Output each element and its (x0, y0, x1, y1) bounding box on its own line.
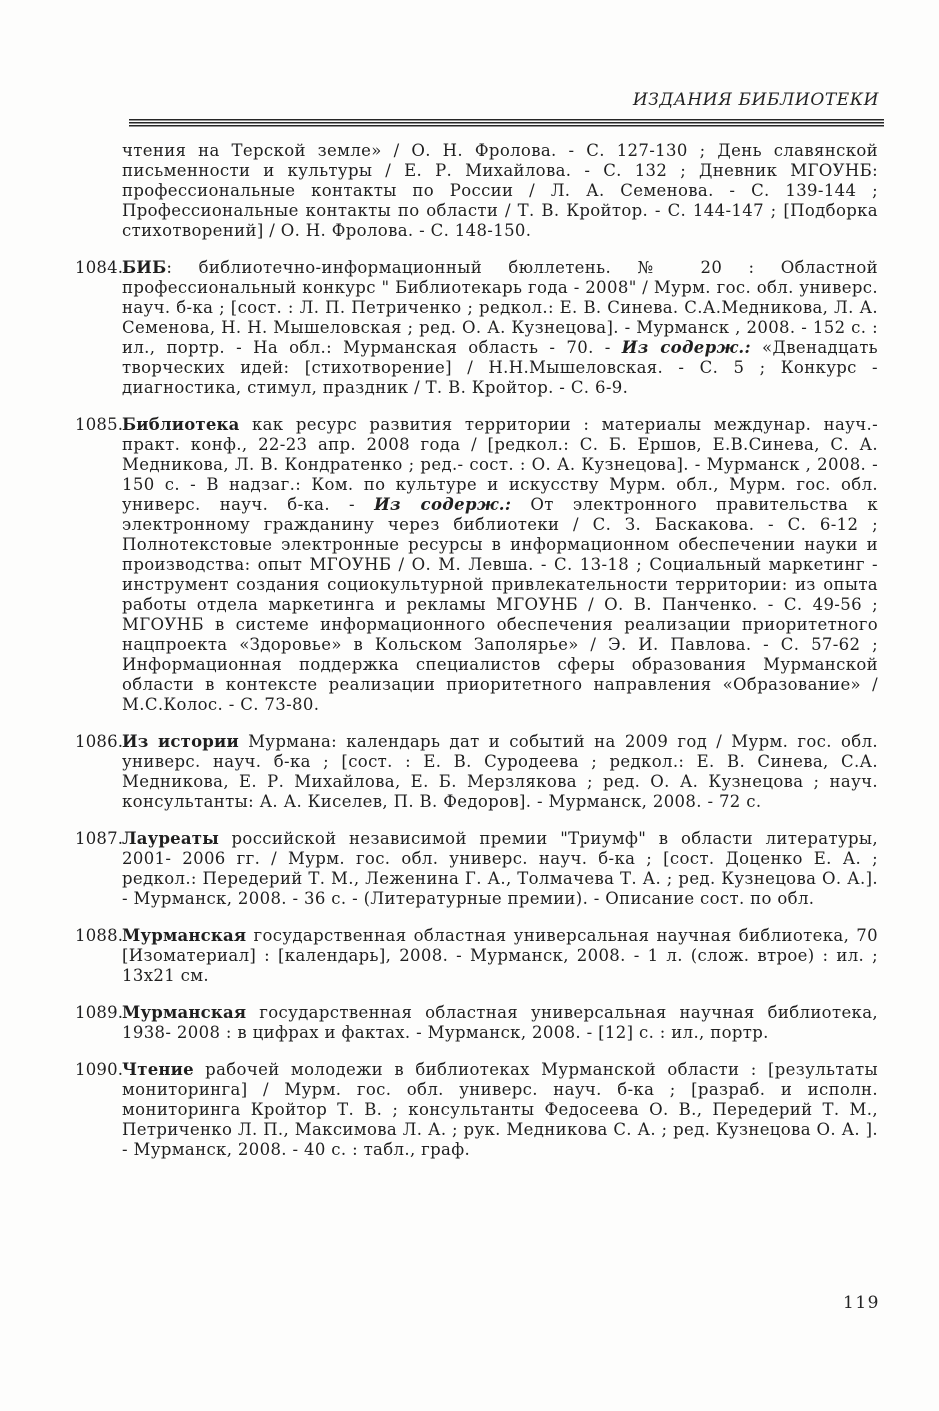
page-body-text (75, 141, 878, 1177)
entry-lead-word: Мурманская (122, 1003, 247, 1022)
entry-number: 1084. (75, 258, 124, 277)
contents-label: Из содерж.: (374, 495, 512, 514)
bibliography-entry (75, 732, 878, 812)
entry-number: 1086. (75, 732, 124, 751)
running-header-title: ИЗДАНИЯ БИБЛИОТЕКИ (632, 90, 879, 110)
bibliography-entry (75, 415, 878, 715)
entry-lead-word: Из истории (122, 732, 239, 751)
entry-text-segment: государственная областная универсальная научная библиотека, 70 [Изоматериал] : [календарь], 2008. - Мурманск, 2008. - 1 л. (слож. втрое) : ил. ; 13х21 см. (122, 926, 878, 985)
contents-label: Из содерж.: (621, 338, 751, 357)
entry-text-segment: «Двенадцать творческих идей: [стихотворение] / Н.Н.Мышеловская. - С. 5 ; Конкурс - диагностика, стимул, праздник / Т. В. Кройтор. - С. 6-9. (122, 338, 879, 397)
bibliography-entry (75, 1003, 878, 1043)
bibliography-entry (75, 1060, 878, 1160)
entry-text-segment: : библиотечно-информационный бюллетень. № 20 : Областной профессиональный конкурс " Библиотекарь года - 2008" / Мурм. гос. обл. универс. науч. б-ка ; [сост. : Л. П. Петриченко ; редкол.: Е. В. Синева. С.А.Медникова, Л. А. Семенова, Н. Н. Мышеловская ; ред. О. А. Кузнецова]. - Мурманск , 2008. - 152 с. : ил., портр. - На обл.: Мурманская область - 70. - (122, 258, 878, 357)
entry-number: 1090. (75, 1060, 124, 1079)
entry-number: 1085. (75, 415, 124, 434)
entry-lead-word: БИБ (122, 258, 167, 277)
entry-lead-word: Чтение (122, 1060, 194, 1079)
entry-text-segment: российской независимой премии "Триумф" в области литературы, 2001- 2006 гг. / Мурм. гос. обл. универс. науч. б-ка ; [сост. Доценко Е. А. ; редкол.: Передерий Т. М., Леженина Г. А., Толмачева Т. А. ; ред. Кузнецова О. А.]. - Мурманск, 2008. - 36 с. - (Литературные премии). - Описание сост. по обл. (122, 829, 878, 908)
entry-lead-word: Библиотека (122, 415, 240, 434)
entry-number: 1087. (75, 829, 124, 848)
entry-lead-word: Мурманская (122, 926, 247, 945)
entry-text-segment: как ресурс развития территории : материалы междунар. науч.- практ. конф., 22-23 апр. 2008 года / [редкол.: С. Б. Ершов, Е.В.Синева, С. А. Медникова, Л. В. Кондратенко ; ред.- сост. : О. А. Кузнецова]. - Мурманск , 2008. - 150 с. - В надзаг.: Ком. по культуре и искусству Мурм. обл., Мурм. гос. обл. универс. науч. б-ка. - (122, 415, 878, 514)
entry-text-segment: Мурмана: календарь дат и событий на 2009 год / Мурм. гос. обл. универс. науч. б-ка ; [сост. : Е. В. Суродеева ; редкол.: Е. В. Синева, С.А. Медникова, Е. Р. Михайлова, Е. Б. Мерзлякова ; ред. О. А. Кузнецова ; науч. консультанты: А. А. Киселев, П. В. Федоров]. - Мурманск, 2008. - 72 с. (122, 732, 878, 811)
entry-text-segment: государственная областная универсальная научная библиотека, 1938- 2008 : в цифрах и фактах. - Мурманск, 2008. - [12] с. : ил., портр. (122, 1003, 878, 1042)
continuation-paragraph: чтения на Терской земле» / О. Н. Фролова. - С. 127-130 ; День славянской письменности и культуры / Е. Р. Михайлова. - С. 132 ; Дневник МГОУНБ: профессиональные контакты по России / Л. А. Семенова. - С. 139-144 ; Профессиональные контакты по области / Т. В. Кройтор. - С. 144-147 ; [Подборка стихотворений] / О. Н. Фролова. - С. 148-150. (122, 141, 878, 240)
header-rule-divider (129, 119, 884, 127)
entry-number: 1089. (75, 1003, 124, 1022)
bibliography-entry (75, 926, 878, 986)
page-number: 119 (843, 1293, 880, 1313)
entry-lead-word: Лауреаты (122, 829, 219, 848)
bibliography-entry (75, 258, 878, 398)
bibliography-entries (75, 258, 878, 1160)
entry-text-segment: От электронного правительства к электронному гражданину через библиотеки / С. З. Баскакова. - С. 6-12 ; Полнотекстовые электронные ресурсы в информационном обеспечении науки и производства: опыт МГОУНБ / О. М. Левша. - С. 13-18 ; Социальный маркетинг - инструмент создания социокультурной привлекательности территории: из опыта работы отдела маркетинга и рекламы МГОУНБ / О. В. Панченко. - С. 49-56 ; МГОУНБ в системе информационного обеспечения реализации приоритетного нацпроекта «Здоровье» в Кольском Заполярье» / Э. И. Павлова. - С. 57-62 ; Информационная поддержка специалистов сферы образования Мурманской области в контексте реализации приоритетного направления «Образование» / М.С.Колос. - С. 73-80. (122, 495, 879, 714)
entry-number: 1088. (75, 926, 124, 945)
bibliography-entry (75, 829, 878, 909)
entry-text-segment: рабочей молодежи в библиотеках Мурманской области : [результаты мониторинга] / Мурм. гос. обл. универс. науч. б-ка ; [разраб. и исполн. мониторинга Кройтор Т. В. ; консультанты Федосеева О. В., Передерий Т. М., Петриченко Л. П., Максимова Л. А. ; рук. Медникова С. А. ; ред. Кузнецова О. А. ]. - Мурманск, 2008. - 40 с. : табл., граф. (122, 1060, 878, 1159)
